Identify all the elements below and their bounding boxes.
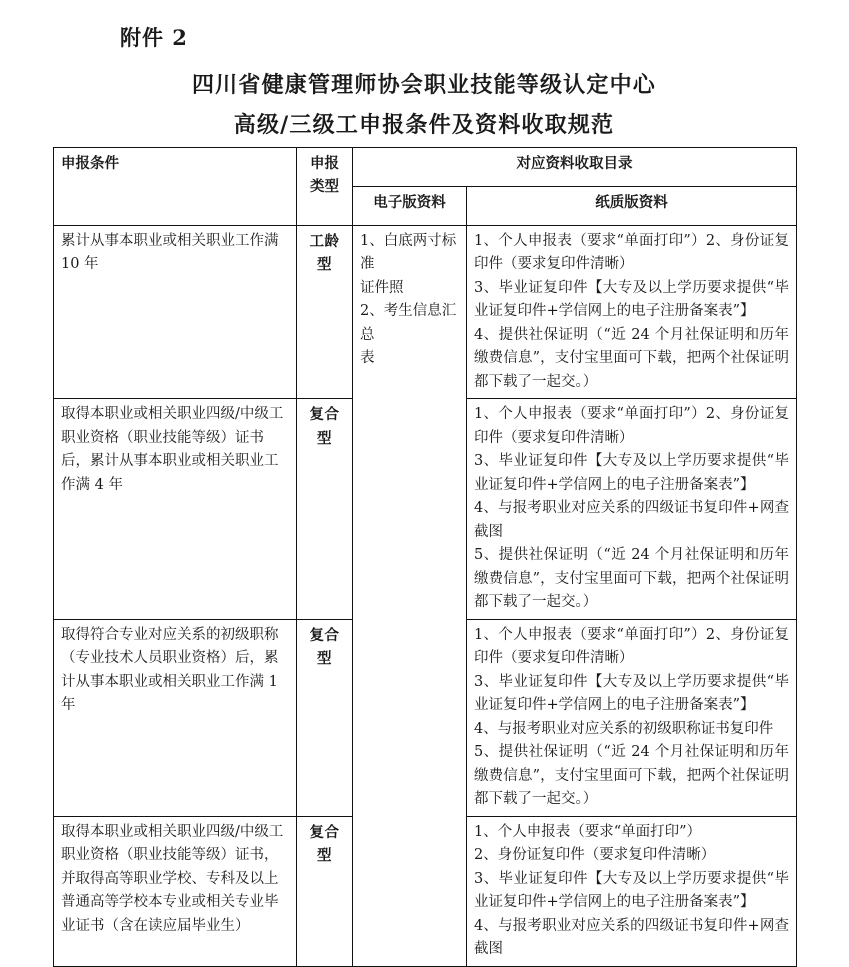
paper-item: 1、个人申报表（要求“单面打印”） [474, 823, 702, 840]
cell-condition: 取得本职业或相关职业四级/中级工职业资格（职业技能等级）证书后，累计从事本职业或相关职业工作满 4 年 [54, 399, 297, 619]
requirements-table-wrapper [53, 147, 796, 967]
paper-item: 3、毕业证复印件【大专及以上学历要求提供“毕业证复印件+学信网上的电子注册备案表”】 [474, 279, 789, 320]
cell-paper-materials [467, 816, 797, 966]
cell-paper-materials [467, 399, 797, 619]
cell-type: 工龄型 [297, 226, 353, 399]
paper-item: 1、个人申报表（要求“单面打印”）2、身份证复印件（要求复印件清晰） [474, 626, 789, 667]
paper-item: 5、提供社保证明（“近 24 个月社保证明和历年缴费信息”，支付宝里面可下载，把两个社保证明都下载了一起交。） [474, 744, 789, 808]
requirements-table [53, 147, 797, 967]
paper-item: 4、与报考职业对应关系的四级证书复印件+网查截图 [474, 500, 789, 540]
paper-item: 3、毕业证复印件【大专及以上学历要求提供“毕业证复印件+学信网上的电子注册备案表”】 [474, 453, 789, 493]
paper-item: 4、与报考职业对应关系的四级证书复印件+网查截图 [474, 917, 789, 958]
cell-condition: 取得符合专业对应关系的初级职称（专业技术人员职业资格）后，累计从事本职业或相关职业工作满 1 年 [54, 619, 297, 816]
paper-item: 4、提供社保证明（“近 24 个月社保证明和历年缴费信息”，支付宝里面可下载，把两个社保证明都下载了一起交。） [474, 326, 789, 390]
cell-condition: 累计从事本职业或相关职业工作满 10 年 [54, 226, 297, 399]
attachment-label: 附件 2 [120, 25, 188, 50]
electronic-line-1: 1、白底两寸标准 [360, 233, 457, 273]
paper-item: 4、与报考职业对应关系的初级职称证书复印件 [474, 720, 774, 737]
table-header [54, 148, 797, 226]
cell-paper-materials [467, 619, 797, 816]
document-title-line-1: 四川省健康管理师协会职业技能等级认定中心 [191, 72, 656, 98]
paper-item: 2、身份证复印件（要求复印件清晰） [474, 847, 716, 864]
cell-condition: 取得本职业或相关职业四级/中级工职业资格（职业技能等级）证书，并取得高等职业学校、专科及以上普通高等学校本专业或相关专业毕业证书（含在读应届毕业生） [54, 816, 297, 966]
column-header-type-line-2: 类型 [310, 178, 339, 196]
column-header-directory: 对应资料收取目录 [353, 148, 797, 187]
paper-item: 3、毕业证复印件【大专及以上学历要求提供“毕业证复印件+学信网上的电子注册备案表”】 [474, 870, 789, 911]
cell-type: 复合型 [297, 399, 353, 619]
electronic-line-3: 2、考生信息汇总 [360, 303, 457, 343]
paper-item: 1、个人申报表（要求“单面打印”）2、身份证复印件（要求复印件清晰） [474, 406, 789, 446]
paper-item: 5、提供社保证明（“近 24 个月社保证明和历年缴费信息”，支付宝里面可下载，把两个社保证明都下载了一起交。） [474, 547, 789, 611]
paper-item: 3、毕业证复印件【大专及以上学历要求提供“毕业证复印件+学信网上的电子注册备案表”】 [474, 673, 789, 714]
document-title-line-2: 高级/三级工申报条件及资料收取规范 [233, 112, 615, 138]
table-body [54, 226, 797, 967]
cell-paper-materials [467, 226, 797, 399]
electronic-line-2: 证件照 [360, 279, 404, 296]
electronic-line-4: 表 [360, 350, 375, 367]
cell-electronic-materials [353, 226, 467, 967]
table-row [54, 226, 797, 399]
column-header-type [297, 148, 353, 226]
column-header-type-line-1: 申报 [310, 155, 339, 172]
cell-type: 复合型 [297, 816, 353, 966]
column-header-paper: 纸质版资料 [467, 187, 797, 226]
cell-type: 复合型 [297, 619, 353, 816]
column-header-electronic: 电子版资料 [353, 187, 467, 226]
table-header-row-1 [54, 148, 797, 187]
column-header-condition: 申报条件 [54, 148, 297, 226]
paper-item: 1、个人申报表（要求“单面打印”）2、身份证复印件（要求复印件清晰） [474, 233, 789, 273]
